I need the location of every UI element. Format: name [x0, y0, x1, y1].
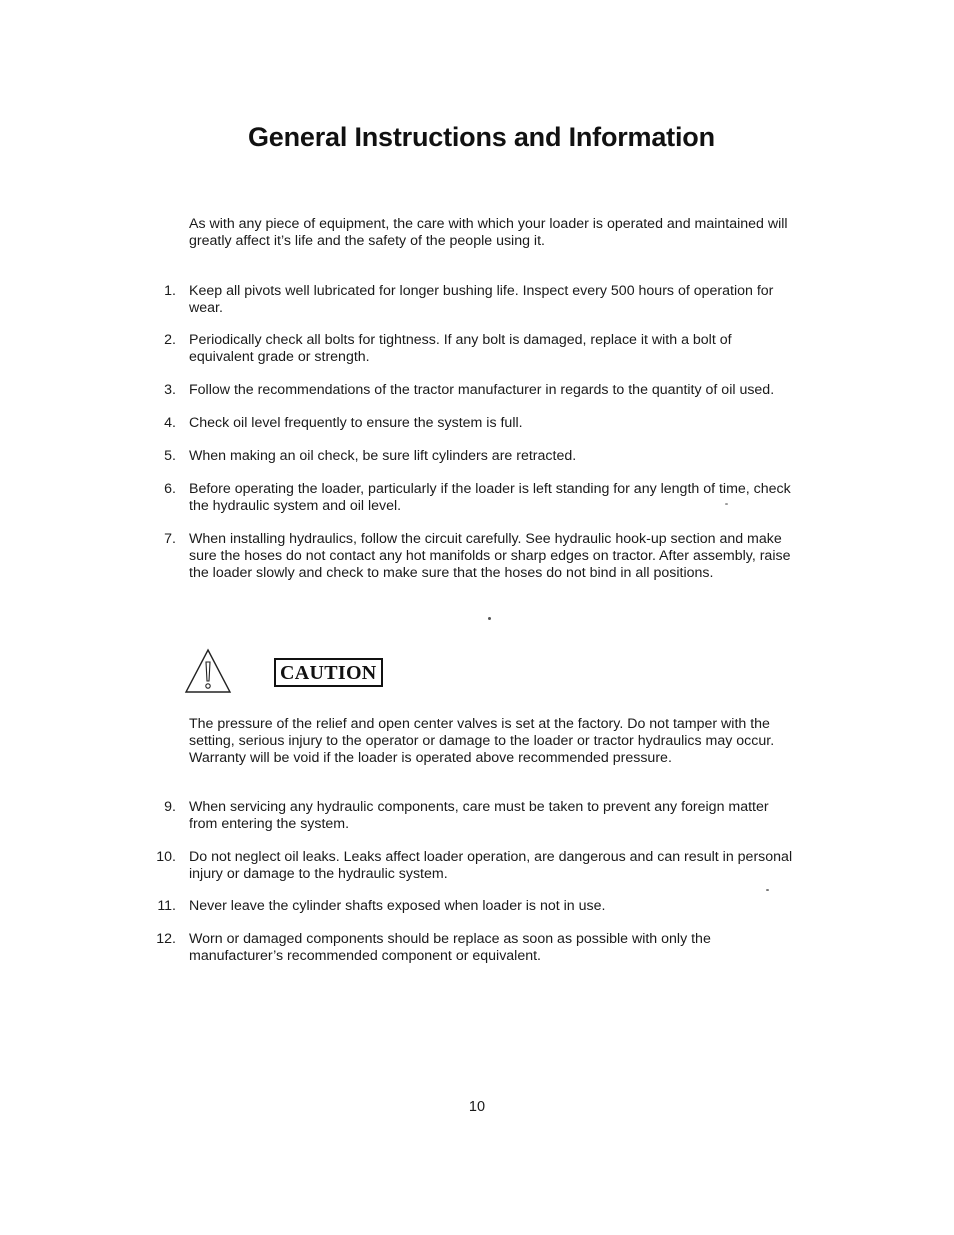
caution-text: The pressure of the relief and open center valves is set at the factory. Do not tamper with the setting, serious injury to the operator or damage to the loader or tractor hydraulics may occur. Warranty will be void if the loader is operated above recommended pressure. [189, 716, 775, 766]
scan-speck [725, 503, 728, 505]
list-item-text: Periodically check all bolts for tightness. If any bolt is damaged, replace it with a bolt of equivalent grade or strength. [189, 332, 732, 365]
scan-speck [488, 617, 491, 620]
list-item-number: 5. [164, 448, 176, 464]
page-number: 10 [468, 1099, 486, 1115]
list-item-text: Keep all pivots well lubricated for longer bushing life. Inspect every 500 hours of operation for wear. [189, 283, 774, 316]
list-item-number: 4. [164, 415, 176, 431]
list-item-text: Before operating the loader, particularly if the loader is left standing for any length of time, check the hydraulic system and oil level. [189, 481, 791, 514]
list-item-number: 11. [157, 898, 176, 914]
warning-triangle-icon [184, 648, 232, 694]
list-item-text: Worn or damaged components should be replace as soon as possible with only the manufacturer’s recommended component or equivalent. [189, 931, 711, 964]
list-item-text: Never leave the cylinder shafts exposed when loader is not in use. [189, 898, 606, 914]
list-item-number: 2. [164, 332, 176, 348]
list-item-text: Do not neglect oil leaks. Leaks affect loader operation, are dangerous and can result in personal injury or damage to the hydraulic system. [189, 849, 793, 882]
list-item-text: When making an oil check, be sure lift cylinders are retracted. [189, 448, 577, 464]
list-item-text: Follow the recommendations of the tractor manufacturer in regards to the quantity of oil used. [189, 382, 775, 398]
intro-paragraph: As with any piece of equipment, the care with which your loader is operated and maintained will greatly affect it’s life and the safety of the people using it. [189, 216, 788, 249]
page-title: General Instructions and Information [248, 122, 715, 152]
list-item-text: When installing hydraulics, follow the circuit carefully. See hydraulic hook-up section and make sure the hoses do not contact any hot manifolds or sharp edges on tractor. After assembly, raise the loader slowly and check to make sure that the hoses do not bind in all positions. [189, 531, 791, 581]
list-item-number: 10. [156, 849, 176, 865]
list-item-text: Check oil level frequently to ensure the system is full. [189, 415, 523, 431]
list-item-number: 7. [164, 531, 176, 547]
list-item-text: When servicing any hydraulic components, care must be taken to prevent any foreign matter from entering the system. [189, 799, 769, 832]
scan-speck [766, 889, 769, 891]
list-item-number: 12. [156, 931, 176, 947]
list-item-number: 1. [164, 283, 176, 299]
list-item-number: 9. [164, 799, 176, 815]
caution-label: CAUTION [274, 658, 383, 687]
list-item-number: 6. [164, 481, 176, 497]
caution-header [184, 648, 404, 698]
list-item-number: 3. [164, 382, 176, 398]
